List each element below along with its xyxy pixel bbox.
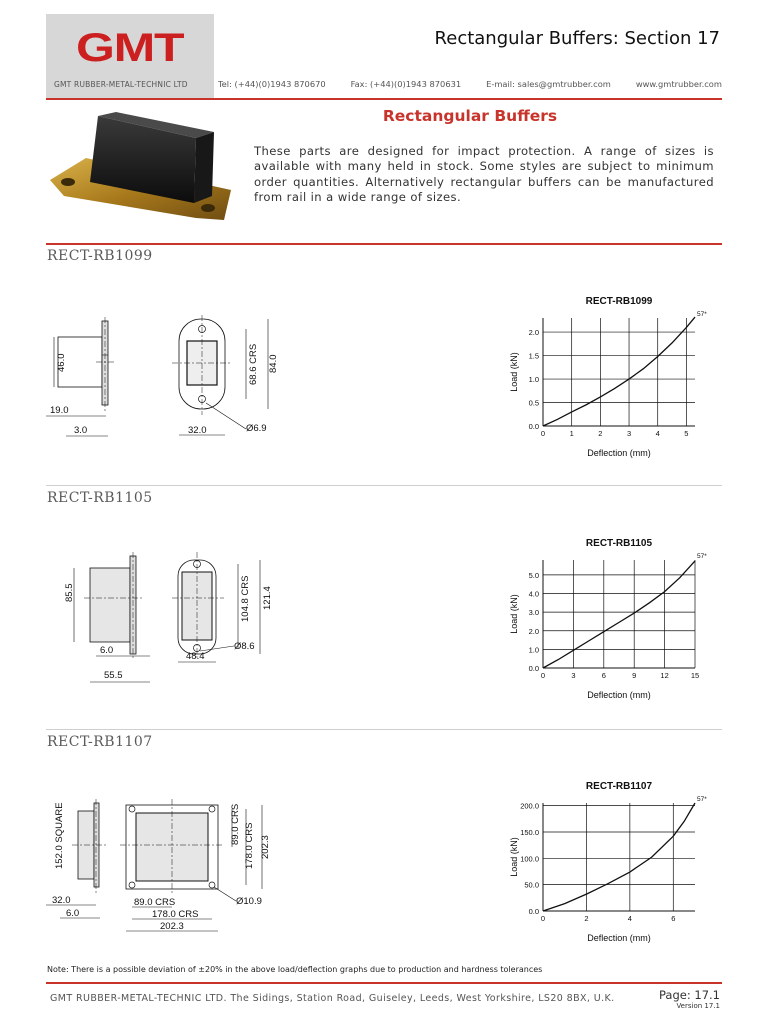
dim-width: 48.4 bbox=[186, 651, 205, 662]
x-tick-label: 0 bbox=[540, 671, 546, 680]
page-number: Page: 17.1 bbox=[659, 988, 720, 1002]
part-divider-2 bbox=[46, 729, 722, 730]
dim-crs-b: 178.0 CRS bbox=[152, 909, 199, 920]
curve-annotation: 57* bbox=[697, 553, 707, 560]
x-tick-label: 3 bbox=[626, 429, 632, 438]
x-tick-label: 5 bbox=[684, 429, 689, 438]
x-tick-label: 2 bbox=[584, 914, 589, 923]
gmt-logo: GMT bbox=[76, 26, 184, 70]
load-deflection-curve bbox=[543, 561, 695, 668]
x-tick-label: 1 bbox=[569, 429, 574, 438]
y-tick-label: 50.0 bbox=[524, 880, 539, 890]
x-tick-label: 0 bbox=[540, 429, 546, 438]
dim-flange: 55.5 bbox=[104, 670, 123, 681]
dim-height: 152.0 SQUARE bbox=[54, 802, 65, 869]
dim-hole: Ø6.9 bbox=[246, 423, 267, 434]
dim-crs: 104.8 CRS bbox=[240, 575, 251, 622]
dim-length: 202.3 bbox=[160, 921, 184, 932]
y-tick-label: 200.0 bbox=[520, 801, 539, 811]
logo-company-name: GMT RUBBER-METAL-TECHNIC LTD bbox=[54, 80, 188, 89]
dim-thickness: 6.0 bbox=[66, 908, 80, 919]
x-tick-label: 15 bbox=[690, 671, 700, 680]
version-label: Version 17.1 bbox=[676, 1002, 720, 1010]
chart-title: RECT-RB1105 bbox=[585, 538, 653, 549]
drawing-rb1105 bbox=[46, 550, 286, 685]
contact-email[interactable]: E-mail: sales@gmtrubber.com bbox=[486, 79, 611, 89]
x-tick-label: 9 bbox=[632, 671, 637, 680]
dim-length: 121.4 bbox=[262, 586, 273, 610]
chart-rb1099 bbox=[505, 290, 735, 465]
chart-rb1105 bbox=[505, 532, 735, 707]
chart-title: RECT-RB1099 bbox=[585, 296, 653, 307]
drawing-rb1107 bbox=[46, 797, 286, 939]
dim-width: 32.0 bbox=[188, 425, 207, 436]
load-deflection-curve bbox=[543, 317, 695, 426]
x-tick-label: 3 bbox=[571, 671, 576, 680]
intro-rule bbox=[46, 243, 722, 245]
dim-hole: Ø8.6 bbox=[234, 641, 255, 652]
dim-thickness: 6.0 bbox=[100, 645, 114, 656]
y-tick-label: 4.0 bbox=[528, 589, 539, 599]
y-tick-label: 3.0 bbox=[528, 608, 539, 618]
y-tick-label: 2.0 bbox=[528, 626, 539, 636]
y-axis-label: Load (kN) bbox=[509, 352, 519, 392]
header-rule bbox=[46, 98, 722, 100]
dim-length: 84.0 bbox=[268, 354, 279, 373]
dim-crs-a: 89.0 CRS bbox=[134, 897, 176, 908]
dim-crs-b-vertical: 178.0 CRS bbox=[244, 822, 255, 869]
load-deflection-curve bbox=[543, 803, 695, 911]
y-tick-label: 0.0 bbox=[528, 907, 539, 916]
x-tick-label: 2 bbox=[598, 429, 603, 438]
y-tick-label: 1.0 bbox=[528, 375, 539, 385]
part-code-rb1107: RECT-RB1107 bbox=[47, 734, 153, 750]
dim-crs-a-vertical: 89.0 CRS bbox=[230, 803, 241, 845]
contact-line bbox=[218, 79, 722, 89]
dim-crs: 68.6 CRS bbox=[248, 343, 259, 385]
footer-address: GMT RUBBER-METAL-TECHNIC LTD. The Sidings, Station Road, Guiseley, Leeds, West Yorkshire, LS20 8BX, U.K. bbox=[50, 993, 615, 1004]
curve-annotation: 57* bbox=[697, 311, 707, 318]
x-tick-label: 4 bbox=[655, 429, 660, 438]
y-tick-label: 0.5 bbox=[528, 398, 539, 408]
curve-annotation: 57* bbox=[697, 796, 707, 803]
x-tick-label: 12 bbox=[660, 671, 669, 680]
part-divider-1 bbox=[46, 485, 722, 486]
logo-box bbox=[46, 14, 214, 100]
drawing-rb1099 bbox=[46, 315, 286, 440]
y-tick-label: 2.0 bbox=[528, 328, 539, 338]
main-heading: Rectangular Buffers bbox=[382, 107, 558, 125]
intro-paragraph: These parts are designed for impact protection. A range of sizes is available with many held in stock. Some styles are subject to minimum order quantities. Alternatively rectangular buffers can be manufactured from rail in a wide range of sizes. bbox=[254, 144, 714, 204]
y-tick-label: 150.0 bbox=[520, 827, 539, 837]
y-tick-label: 1.5 bbox=[528, 351, 539, 361]
contact-fax: Fax: (+44)(0)1943 870631 bbox=[350, 79, 462, 89]
x-axis-label: Deflection (mm) bbox=[587, 933, 651, 943]
chart-title: RECT-RB1107 bbox=[585, 781, 653, 792]
dim-height: 46.0 bbox=[56, 353, 67, 372]
dim-flange: 19.0 bbox=[50, 405, 69, 416]
dim-height: 85.5 bbox=[64, 583, 75, 602]
y-tick-label: 100.0 bbox=[520, 854, 539, 864]
y-tick-label: 0.0 bbox=[528, 422, 539, 431]
x-tick-label: 6 bbox=[601, 671, 606, 680]
part-code-rb1099: RECT-RB1099 bbox=[47, 248, 153, 264]
contact-website[interactable]: www.gmtrubber.com bbox=[635, 79, 722, 89]
x-tick-label: 6 bbox=[671, 914, 676, 923]
x-tick-label: 4 bbox=[627, 914, 632, 923]
y-axis-label: Load (kN) bbox=[509, 594, 519, 634]
dim-flange: 32.0 bbox=[52, 895, 71, 906]
section-title: Rectangular Buffers: Section 17 bbox=[434, 28, 720, 49]
part-code-rb1105: RECT-RB1105 bbox=[47, 490, 153, 506]
footer-rule bbox=[46, 982, 722, 984]
y-tick-label: 0.0 bbox=[528, 664, 539, 673]
y-tick-label: 5.0 bbox=[528, 570, 539, 580]
y-tick-label: 1.0 bbox=[528, 645, 539, 655]
dim-thickness: 3.0 bbox=[74, 425, 88, 436]
tolerance-note: Note: There is a possible deviation of ±20% in the above load/deflection graphs due to production and hardness tolerances bbox=[47, 965, 543, 974]
x-tick-label: 0 bbox=[540, 914, 546, 923]
product-photo bbox=[46, 108, 246, 228]
chart-rb1107 bbox=[505, 775, 735, 950]
contact-tel: Tel: (+44)(0)1943 870670 bbox=[218, 79, 326, 89]
x-axis-label: Deflection (mm) bbox=[587, 690, 651, 700]
x-axis-label: Deflection (mm) bbox=[587, 448, 651, 458]
dim-length-vertical: 202.3 bbox=[260, 835, 271, 859]
dim-hole: Ø10.9 bbox=[236, 896, 262, 907]
y-axis-label: Load (kN) bbox=[509, 837, 519, 877]
